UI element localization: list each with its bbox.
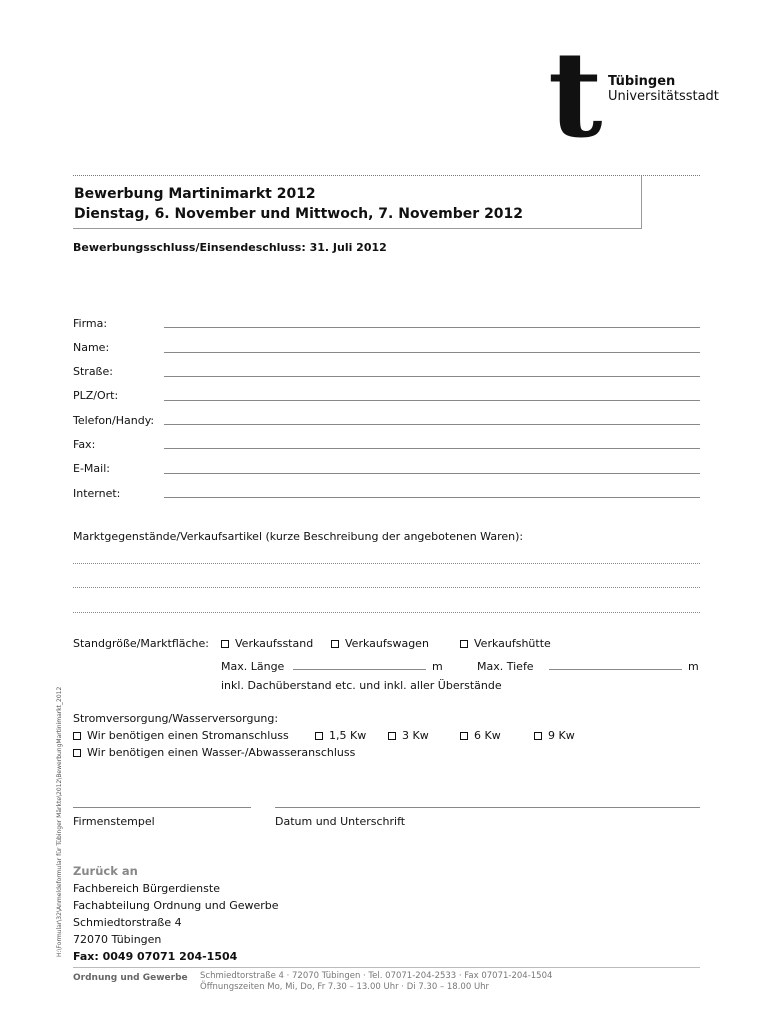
logo-text: [608, 74, 719, 104]
signature-line[interactable]: [275, 807, 700, 808]
option-stromanschluss-label: Wir benötigen einen Stromanschluss: [87, 729, 289, 742]
power-label: Stromversorgung/Wasserversorgung:: [73, 712, 279, 725]
stand-label: Standgröße/Marktfläche:: [73, 637, 209, 650]
checkbox-icon[interactable]: [221, 640, 229, 648]
page-title: [74, 184, 523, 224]
field-input-telefon[interactable]: [164, 424, 700, 425]
deadline-text: Bewerbungsschluss/Einsendeschluss: 31. Juli 2012: [73, 241, 387, 254]
field-input-name[interactable]: [164, 352, 700, 353]
return-line-3: Schmiedtorstraße 4: [73, 916, 182, 929]
field-input-plz-ort[interactable]: [164, 400, 700, 401]
option-wasseranschluss[interactable]: [73, 746, 355, 760]
option-9-kw-label: 9 Kw: [548, 729, 575, 742]
goods-input-line-3[interactable]: [73, 612, 700, 613]
title-line-1: Bewerbung Martinimarkt 2012: [74, 186, 316, 202]
checkbox-icon[interactable]: [534, 732, 542, 740]
return-heading: Zurück an: [73, 864, 138, 878]
footer-dept: Ordnung und Gewerbe: [73, 973, 188, 983]
checkbox-icon[interactable]: [331, 640, 339, 648]
field-label-telefon: Telefon/Handy:: [73, 414, 155, 427]
field-label-internet: Internet:: [73, 487, 121, 500]
field-input-internet[interactable]: [164, 497, 700, 498]
option-verkaufswagen-label: Verkaufswagen: [345, 637, 429, 650]
field-input-email[interactable]: [164, 473, 700, 474]
option-verkaufshuette[interactable]: [460, 637, 551, 651]
checkbox-icon[interactable]: [388, 732, 396, 740]
goods-label: Marktgegenstände/Verkaufsartikel (kurze Beschreibung der angebotenen Waren):: [73, 530, 524, 543]
field-input-strasse[interactable]: [164, 376, 700, 377]
title-line-2: Dienstag, 6. November und Mittwoch, 7. November 2012: [74, 206, 524, 222]
length-input[interactable]: [293, 669, 426, 670]
option-verkaufswagen[interactable]: [331, 637, 429, 651]
field-label-email: E-Mail:: [73, 462, 110, 475]
option-1-5-kw-label: 1,5 Kw: [329, 729, 367, 742]
option-6-kw-label: 6 Kw: [474, 729, 501, 742]
option-stromanschluss[interactable]: [73, 729, 289, 743]
return-line-4: 72070 Tübingen: [73, 933, 162, 946]
logo-subtitle: Universitätsstadt: [608, 89, 719, 104]
option-9-kw[interactable]: [534, 729, 575, 743]
field-label-fax: Fax:: [73, 438, 96, 451]
stand-note: inkl. Dachüberstand etc. und inkl. aller Überstände: [221, 679, 502, 692]
option-3-kw-label: 3 Kw: [402, 729, 429, 742]
field-label-strasse: Straße:: [73, 365, 113, 378]
length-unit: m: [432, 660, 443, 673]
logo-city: Tübingen: [608, 74, 676, 89]
depth-input[interactable]: [549, 669, 682, 670]
return-line-1: Fachbereich Bürgerdienste: [73, 882, 220, 895]
side-file-path: H:\Formular\32\Anmeldeformular für Tübinger Märkte\2012\BewerbungMartinimarkt_2012: [56, 686, 63, 957]
option-verkaufsstand-label: Verkaufsstand: [235, 637, 314, 650]
return-fax: Fax: 0049 07071 204-1504: [73, 950, 238, 963]
footer-divider: [73, 967, 700, 968]
stamp-line[interactable]: [73, 807, 251, 808]
checkbox-icon[interactable]: [315, 732, 323, 740]
stamp-label: Firmenstempel: [73, 815, 155, 828]
goods-input-line-1[interactable]: [73, 563, 700, 564]
goods-input-line-2[interactable]: [73, 587, 700, 588]
option-6-kw[interactable]: [460, 729, 501, 743]
field-label-firma: Firma:: [73, 317, 108, 330]
footer-address: Schmiedtorstraße 4 · 72070 Tübingen · Tel. 07071-204-2533 · Fax 07071-204-1504: [200, 971, 553, 981]
option-verkaufsstand[interactable]: [221, 637, 313, 651]
return-line-2: Fachabteilung Ordnung und Gewerbe: [73, 899, 279, 912]
option-3-kw[interactable]: [388, 729, 429, 743]
checkbox-icon[interactable]: [460, 640, 468, 648]
checkbox-icon[interactable]: [460, 732, 468, 740]
depth-label: Max. Tiefe: [477, 660, 534, 673]
checkbox-icon[interactable]: [73, 749, 81, 757]
length-label: Max. Länge: [221, 660, 285, 673]
signature-label: Datum und Unterschrift: [275, 815, 406, 828]
field-label-name: Name:: [73, 341, 110, 354]
field-label-plz-ort: PLZ/Ort:: [73, 389, 119, 402]
field-input-firma[interactable]: [164, 327, 700, 328]
checkbox-icon[interactable]: [73, 732, 81, 740]
option-1-5-kw[interactable]: [315, 729, 366, 743]
option-wasseranschluss-label: Wir benötigen einen Wasser-/Abwasseranschluss: [87, 746, 356, 759]
field-input-fax[interactable]: [164, 448, 700, 449]
option-verkaufshuette-label: Verkaufshütte: [474, 637, 551, 650]
logo-glyph: t: [548, 25, 603, 164]
footer-hours: Öffnungszeiten Mo, Mi, Do, Fr 7.30 – 13.00 Uhr · Di 7.30 – 18.00 Uhr: [200, 982, 490, 992]
depth-unit: m: [688, 660, 699, 673]
